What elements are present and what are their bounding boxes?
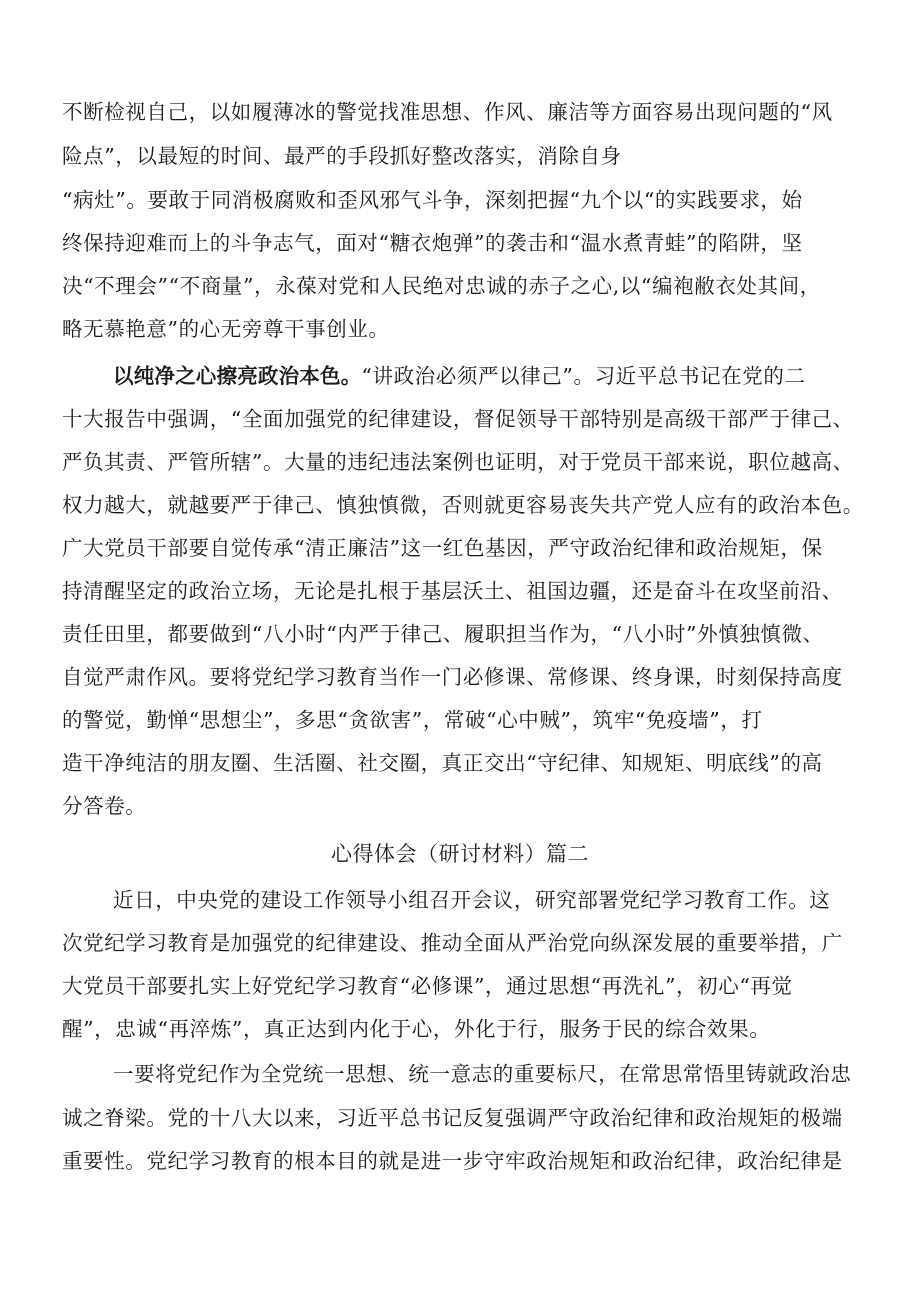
text-line: 持清醒坚定的政治立场，无论是扎根于基层沃土、祖国边疆，还是奋斗在攻坚前沿、 — [62, 579, 843, 603]
text-line: 大党员干部要扎实上好党纪学习教育“必修课”，通过思想“再洗礼”，初心“再觉 — [62, 974, 793, 998]
text-line: 诚之脊梁。党的十八大以来，习近平总书记反复强调严守政治纪律和政治规矩的极端 — [62, 1106, 843, 1130]
text-line: 分答卷。 — [62, 794, 147, 818]
section-title: 心得体会（研讨材料）篇二 — [331, 842, 589, 866]
text-line: 责任田里，都要做到“八小时“内严于律己、履职担当作为，“八小时”外慎独慎微、 — [62, 622, 824, 646]
text-line: 权力越大，就越要严于律己、慎独慎微，否则就更容易丧失共产党人应有的政治本色。 — [62, 493, 864, 517]
text-line: 广大党员干部要自觉传承“清正廉洁”这一红色基因，严守政治纪律和政治规矩，保 — [62, 536, 823, 560]
paragraph-lead-text: “讲政治必须严以律己”。习近平总书记在党的二 — [361, 364, 806, 388]
text-line: 决“不理会”“不商量”，永葆对党和人民绝对忠诚的赤子之心,以“编袍敝衣处其间， — [62, 274, 821, 298]
text-line: 醒”，忠诚“再淬炼”，真正达到内化于心，外化于行，服务于民的综合效果。 — [62, 1017, 771, 1041]
text-line: 十大报告中强调，“全面加强党的纪律建设，督促领导干部特别是高级干部严于律己、 — [62, 407, 854, 431]
text-line: 造干净纯洁的朋友圈、生活圈、社交圈，真正交出“守纪律、知规矩、明底线”的高 — [62, 751, 823, 775]
text-line: 严负其责、严管所辖”。大量的违纪违法案例也证明，对于党员干部来说，职位越高、 — [62, 450, 854, 474]
text-line: 不断检视自己，以如履薄冰的警觉找准思想、作风、廉洁等方面容易出现问题的“风 — [62, 100, 833, 124]
paragraph-heading: 以纯净之心擦亮政治本色。 — [113, 364, 362, 388]
text-line: 一要将党纪作为全党统一思想、统一意志的重要标尺，在常思常悟里铸就政治忠 — [113, 1062, 852, 1086]
text-line: “病灶”。要敢于同消极腐败和歪风邪气斗争，深刻把握“九个以“的实践要求，始 — [62, 188, 803, 212]
text-line: 终保持迎难而上的斗争志气，面对“糖衣炮弹”的袭击和“温水煮青蛙”的陷阱，坚 — [62, 231, 803, 255]
paragraph-first-line — [113, 362, 806, 390]
text-line: 重要性。党纪学习教育的根本目的就是进一步守牢政治规矩和政治纪律，政治纪律是 — [62, 1149, 843, 1173]
text-line: 自觉严肃作风。要将党纪学习教育当作一门必修课、常修课、终身课，时刻保持高度 — [62, 665, 843, 689]
text-line: 的警觉，勤惮“思想尘”，多思“贪欲害”，常破“心中贼”，筑牢“免疫墙”，打 — [62, 708, 763, 732]
text-line: 险点”，以最短的时间、最严的手段抓好整改落实，消除自身 — [62, 144, 622, 168]
text-line: 近日，中央党的建设工作领导小组召开会议，研究部署党纪学习教育工作。这 — [113, 888, 831, 912]
text-line: 次党纪学习教育是加强党的纪律建设、推动全面从严治党向纵深发展的重要举措，广 — [62, 931, 843, 955]
text-line: 略无慕艳意”的心无旁尊干事创业。 — [62, 317, 390, 341]
